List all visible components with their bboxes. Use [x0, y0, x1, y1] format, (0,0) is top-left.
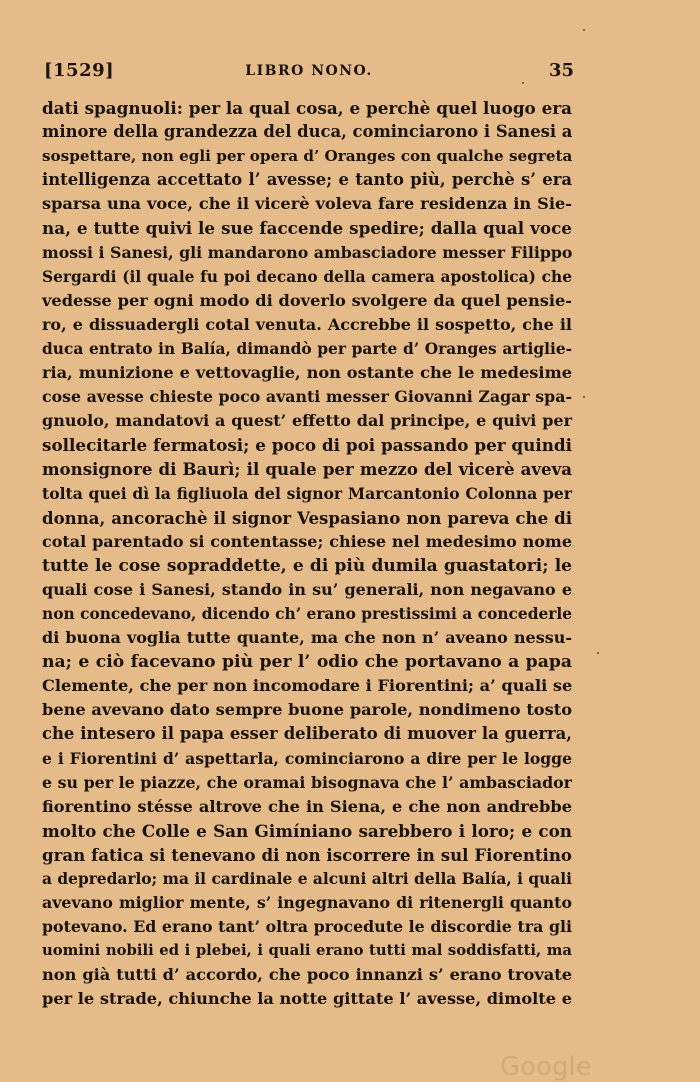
- text-line: a depredarlo; ma il cardinale e alcuni altri della Balía, i quali: [42, 870, 572, 888]
- text-line: na, e tutte quivi le sue faccende spedire; dalla qual voce: [42, 218, 572, 239]
- text-line: Clemente, che per non incomodare i Fiorentini; a’ quali se: [42, 676, 573, 696]
- page-number: 35: [548, 60, 574, 81]
- running-head-year: [1529]: [44, 60, 115, 81]
- text-line: vedesse per ogni modo di doverlo svolgere da quel pensie-: [42, 290, 572, 310]
- text-line: na; e ciò facevano più per l’ odio che portavano a papa: [42, 652, 572, 673]
- text-line: gran fatica si tenevano di non iscorrere in sul Fiorentino: [42, 844, 572, 865]
- text-line: cotal parentado si contentasse; chiese nel medesimo nome: [42, 531, 572, 551]
- text-line: Sergardi (il quale fu poi decano della camera apostolica) che: [42, 267, 572, 286]
- text-line: tutte le cose sopraddette, e di più dumila guastatori; le: [42, 555, 572, 576]
- text-line: intelligenza accettato l’ avesse; e tanto più, perchè s’ era: [42, 170, 572, 190]
- text-line: e su per le piazze, che oramai bisognava che l’ ambasciador: [42, 772, 572, 792]
- text-line: non concedevano, dicendo ch’ erano prestissimi a concederle: [42, 604, 572, 623]
- text-line: avevano miglior mente, s’ ingegnavano di ritenergli quanto: [42, 893, 572, 913]
- text-line: per le strade, chiunche la notte gittate l’ avesse, dimolte e: [42, 989, 572, 1009]
- text-line: sparsa una voce, che il vicerè voleva fare residenza in Sie-: [42, 194, 572, 214]
- print-speck: [583, 396, 585, 398]
- text-line: uomini nobili ed i plebei, i quali erano tutti mal soddisfatti, ma: [42, 942, 572, 960]
- text-line: potevano. Ed erano tant’ oltra procedute le discordie tra gli: [42, 917, 572, 937]
- text-line: di buona voglia tutte quante, ma che non n’ aveano nessu-: [42, 628, 572, 648]
- text-line: tolta quei dì la figliuola del signor Marcantonio Colonna per: [42, 483, 572, 503]
- text-line: e i Fiorentini d’ aspettarla, cominciarono a dire per le logge: [42, 748, 572, 768]
- text-line: ro, e dissuadergli cotal venuta. Accrebbe il sospetto, che il: [42, 314, 572, 334]
- text-line: dati spagnuoli: per la qual cosa, e perchè quel luogo era: [42, 98, 572, 118]
- text-line: quali cose i Sanesi, stando in su’ generali, non negavano e: [42, 579, 572, 599]
- print-speck: [583, 29, 585, 31]
- text-line: monsignore di Baurì; il quale per mezzo del vicerè aveva: [42, 459, 572, 480]
- text-line: sospettare, non egli per opera d’ Oranges con qualche segreta: [42, 147, 573, 166]
- text-line: bene avevano dato sempre buone parole, nondimeno tosto: [42, 700, 572, 720]
- text-line: molto che Colle e San Gimíniano sarebbero i loro; e con: [42, 820, 572, 841]
- text-line: non già tutti d’ accordo, che poco innanzi s’ erano trovate: [42, 965, 572, 985]
- body-text: [42, 96, 572, 1012]
- text-line: minore della grandezza del duca, cominciarono i Sanesi a: [42, 122, 573, 142]
- running-head-title: LIBRO NONO.: [245, 63, 373, 79]
- text-line: ria, munizione e vettovaglie, non ostante che le medesime: [42, 363, 572, 383]
- text-line: che intesero il papa esser deliberato di muover la guerra,: [42, 724, 572, 744]
- text-line: duca entrato in Balía, dimandò per parte d’ Oranges artiglie-: [42, 339, 572, 358]
- text-line: fiorentino stésse altrove che in Siena, e che non andrebbe: [42, 796, 572, 816]
- text-line: cose avesse chieste poco avanti messer Giovanni Zagar spa-: [42, 387, 572, 407]
- running-head: [44, 60, 574, 88]
- text-line: gnuolo, mandatovi a quest’ effetto dal principe, e quivi per: [42, 411, 572, 431]
- text-line: sollecitarle fermatosi; e poco di poi passando per quindi: [42, 435, 573, 456]
- text-line: mossi i Sanesi, gli mandarono ambasciadore messer Filippo: [42, 242, 573, 262]
- print-speck: [597, 652, 599, 654]
- text-line: donna, ancorachè il signor Vespasiano non pareva che di: [42, 507, 572, 528]
- google-watermark: Google: [500, 1052, 592, 1082]
- print-speck: [522, 82, 524, 84]
